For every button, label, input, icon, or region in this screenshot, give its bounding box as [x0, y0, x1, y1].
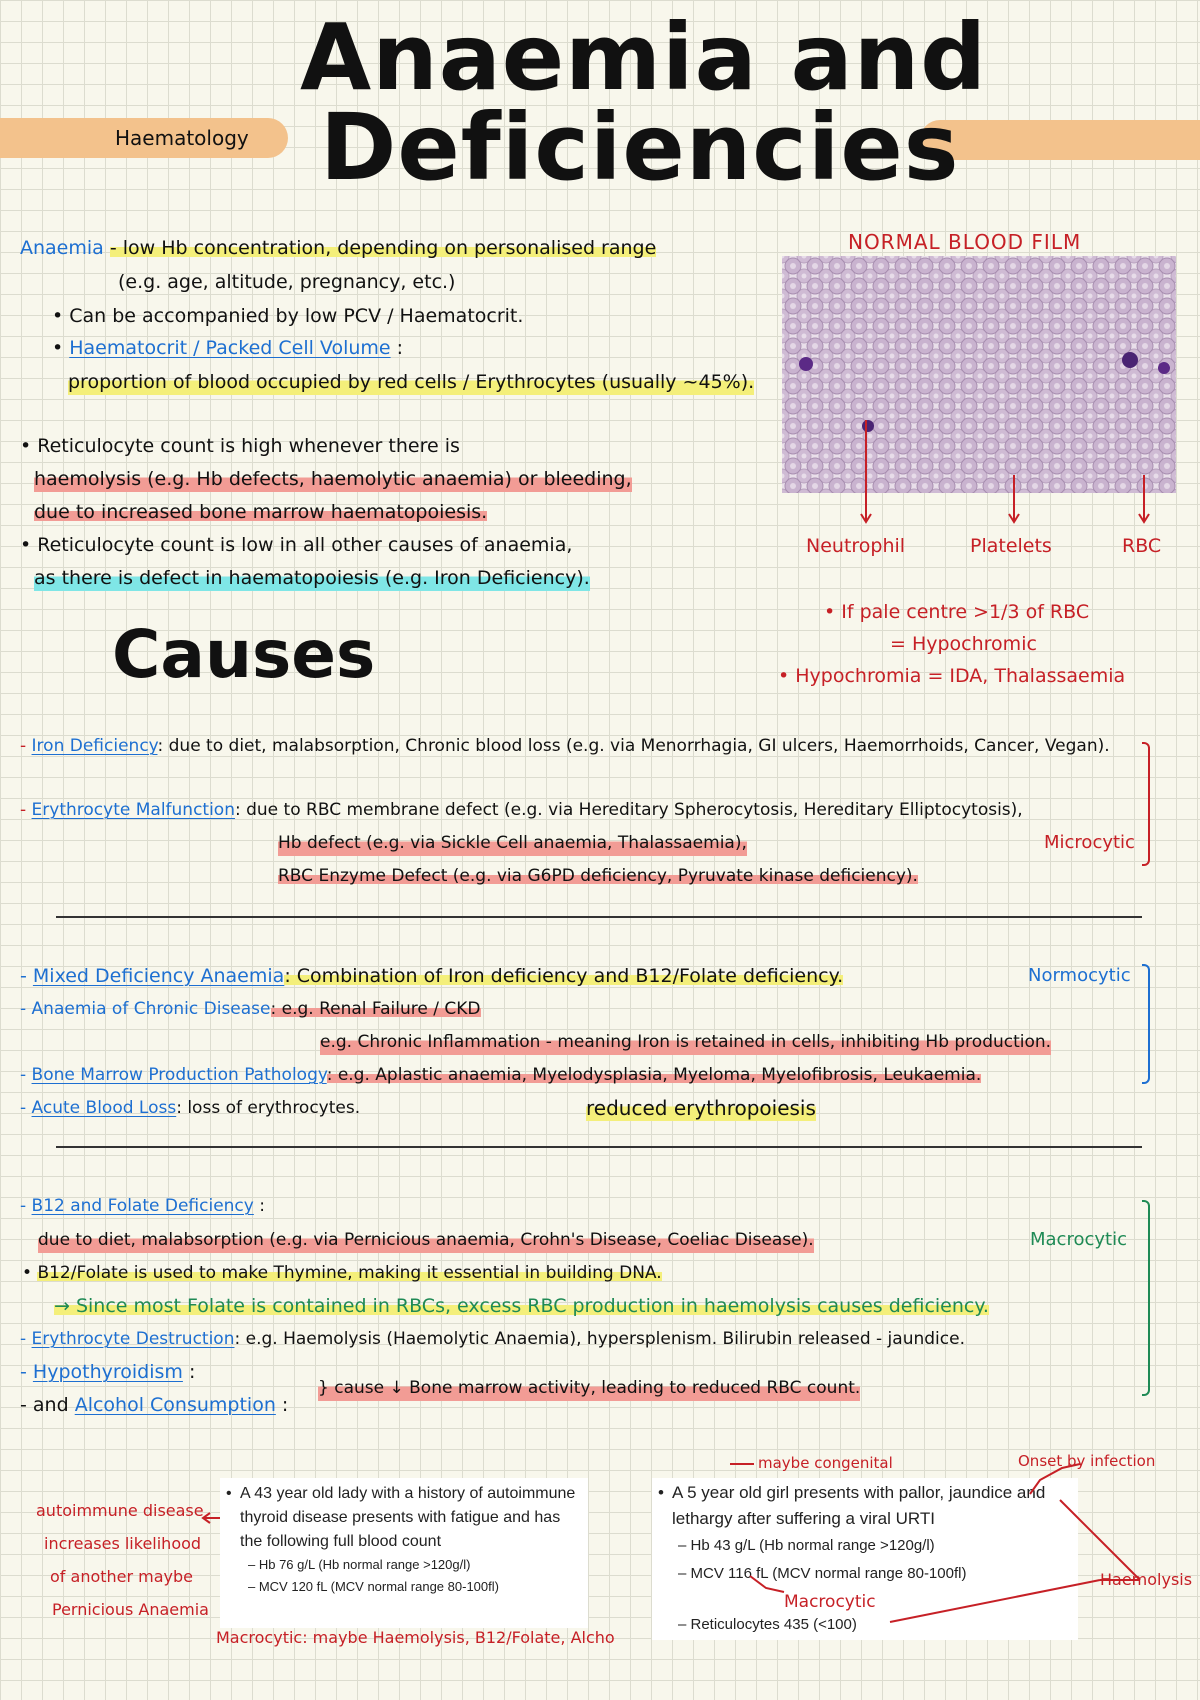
- chronic-disease-line1: - Anaemia of Chronic Disease: e.g. Renal Failure / CKD: [20, 999, 481, 1019]
- hypothyroidism-line: - Hypothyroidism :: [20, 1361, 196, 1383]
- chronic-disease-term: Anaemia of Chronic Disease: [31, 999, 271, 1019]
- erythrocyte-malfunction-line3: [278, 860, 918, 892]
- case1-mcv: – MCV 120 fL (MCV normal range 80-100fl): [248, 1579, 499, 1594]
- case2-text: A 5 year old girl presents with pallor, jaundice and lethargy after suffering a viral URTI: [672, 1483, 1046, 1528]
- erythrocyte-destruction-term: Erythrocyte Destruction: [31, 1329, 235, 1349]
- case1-hb: – Hb 76 g/L (Hb normal range >120g/l): [248, 1557, 471, 1572]
- case1-text: A 43 year old lady with a history of autoimmune thyroid disease presents with fatigue and has the following full blood count: [240, 1485, 576, 1550]
- bone-marrow-text: : e.g. Aplastic anaemia, Myelodysplasia, Myeloma, Myelofibrosis, Leukaemia.: [326, 1065, 982, 1085]
- erythrocyte-malfunction-text1: : due to RBC membrane defect (e.g. via Hereditary Spherocytosis, Hereditary Elliptocytosis),: [234, 800, 1023, 820]
- b12-folate-term: B12 and Folate Deficiency: [31, 1196, 254, 1216]
- anaemia-def-examples: (e.g. age, altitude, pregnancy, etc.): [118, 271, 456, 293]
- iron-deficiency-term: Iron Deficiency: [31, 736, 158, 756]
- erythrocyte-malfunction-line1: - Erythrocyte Malfunction: due to RBC membrane defect (e.g. via Hereditary Spherocytosis, Hereditary Elliptocytosis),: [20, 800, 1023, 820]
- haematocrit-bullet: • Haematocrit / Packed Cell Volume :: [52, 337, 404, 359]
- folate-since-line: [54, 1290, 989, 1322]
- case2-retic: – Reticulocytes 435 (<100): [678, 1616, 857, 1633]
- neutrophil-cell: [799, 357, 813, 371]
- erythrocyte-destruction-line: - Erythrocyte Destruction: e.g. Haemolysis (Haemolytic Anaemia), hypersplenism. Bilirubin released - jaundice.: [20, 1329, 965, 1349]
- pcv-bullet-text: Can be accompanied by low PCV / Haematocrit.: [69, 305, 524, 327]
- bone-marrow-term: Bone Marrow Production Pathology: [31, 1065, 327, 1085]
- mixed-deficiency-text: : Combination of Iron deficiency and B12/Folate deficiency.: [284, 965, 844, 987]
- acute-blood-loss-text: : loss of erythrocytes.: [176, 1098, 361, 1118]
- anaemia-term: Anaemia: [20, 237, 104, 259]
- reduced-erythropoiesis: reduced erythropoiesis: [586, 1092, 816, 1124]
- normocytic-label: Normocytic: [1028, 965, 1131, 986]
- page-title-line1: Anaemia and: [300, 4, 988, 111]
- case2-mcv: – MCV 116 fL (MCV normal range 80-100fl): [678, 1565, 967, 1582]
- erythrocyte-malfunction-text3: RBC Enzyme Defect (e.g. via G6PD deficiency, Pyruvate kinase deficiency).: [278, 866, 918, 886]
- chronic-disease-line2: e.g. Chronic Inflammation - meaning Iron is retained in cells, inhibiting Hb production.: [320, 1026, 1051, 1058]
- retic-high-line3: [34, 496, 487, 528]
- macrocytic-bracket: [1142, 1200, 1150, 1396]
- label-platelets: Platelets: [970, 535, 1052, 557]
- thymine-line: • B12/Folate is used to make Thymine, making it essential in building DNA.: [22, 1263, 662, 1283]
- hypochromic-note3: • Hypochromia = IDA, Thalassaemia: [778, 665, 1126, 687]
- section-divider-2: [56, 1146, 1142, 1148]
- b12-folate-text: due to diet, malabsorption (e.g. via Pernicious anaemia, Crohn's Disease, Coeliac Disease).: [38, 1224, 814, 1256]
- case1-side-note-line3: of another maybe: [50, 1567, 194, 1586]
- thymine-text: B12/Folate is used to make Thymine, making it essential in building DNA.: [37, 1263, 662, 1283]
- retic-low-line2: as there is defect in haematopoiesis (e.g. Iron Deficiency).: [34, 562, 590, 594]
- anaemia-def: - low Hb concentration, depending on personalised range: [109, 237, 657, 259]
- anaemia-definition: [20, 232, 656, 264]
- b12-folate-line: - B12 and Folate Deficiency :: [20, 1196, 265, 1216]
- retic-high-line1: • Reticulocyte count is high whenever there is: [20, 435, 460, 457]
- macrocytic-label: Macrocytic: [1030, 1229, 1127, 1250]
- retic-high-line2: haemolysis (e.g. Hb defects, haemolytic anaemia) or bleeding,: [34, 463, 632, 495]
- hypothyroidism-term: Hypothyroidism: [32, 1361, 183, 1383]
- case2-note-haemolysis: Haemolysis: [1100, 1570, 1193, 1589]
- erythrocyte-malfunction-term: Erythrocyte Malfunction: [31, 800, 235, 820]
- case1-answer: Macrocytic: maybe Haemolysis, B12/Folate, Alcho: [216, 1628, 615, 1647]
- retic-low-text1: Reticulocyte count is low in all other causes of anaemia,: [37, 534, 573, 556]
- microcytic-bracket: [1142, 742, 1150, 866]
- case2-note-onset: Onset by infection: [1018, 1452, 1156, 1470]
- hypochromic-note3-text: Hypochromia = IDA, Thalassaemia: [795, 665, 1126, 687]
- haematocrit-term: Haematocrit / Packed Cell Volume: [69, 337, 391, 359]
- label-rbc: RBC: [1122, 535, 1162, 557]
- case2-hb: – Hb 43 g/L (Hb normal range >120g/l): [678, 1537, 935, 1554]
- acute-blood-loss-line: - Acute Blood Loss: loss of erythrocytes.: [20, 1098, 361, 1118]
- hypochromic-note2: = Hypochromic: [890, 633, 1037, 655]
- label-neutrophil: Neutrophil: [806, 535, 906, 557]
- causes-heading: Causes: [112, 616, 376, 693]
- bone-marrow-activity-text: } cause ↓ Bone marrow activity, leading to reduced RBC count.: [318, 1372, 860, 1404]
- subject-tag: Haematology: [115, 126, 249, 150]
- alcohol-prefix: and: [32, 1394, 69, 1416]
- page-title-line2: Deficiencies: [320, 94, 960, 201]
- microcytic-label: Microcytic: [1044, 832, 1135, 853]
- case2-note-macrocytic: Macrocytic: [784, 1592, 876, 1612]
- alcohol-term: Alcohol Consumption: [74, 1394, 276, 1416]
- chronic-disease-text1: : e.g. Renal Failure / CKD: [270, 999, 481, 1019]
- erythrocyte-malfunction-line2: Hb defect (e.g. via Sickle Cell anaemia, Thalassaemia),: [278, 827, 747, 859]
- hypochromic-note1: • If pale centre >1/3 of RBC: [824, 601, 1090, 623]
- alcohol-line: - and Alcohol Consumption :: [20, 1394, 289, 1416]
- case2-note-congenital-text: maybe congenital: [758, 1454, 893, 1472]
- case1-side-note-line2: increases likelihood: [44, 1534, 202, 1553]
- acute-blood-loss-term: Acute Blood Loss: [31, 1098, 177, 1118]
- section-divider-1: [56, 916, 1142, 918]
- blood-film-arrows: [782, 420, 1182, 530]
- erythrocyte-destruction-text: : e.g. Haemolysis (Haemolytic Anaemia), hypersplenism. Bilirubin released - jaundice.: [234, 1329, 965, 1349]
- haematocrit-def: proportion of blood occupied by red cells / Erythrocytes (usually ~45%).: [68, 366, 754, 398]
- normocytic-bracket: [1142, 964, 1150, 1084]
- mixed-deficiency-term: Mixed Deficiency Anaemia: [32, 965, 285, 987]
- mixed-deficiency-line: - Mixed Deficiency Anaemia: Combination of Iron deficiency and B12/Folate deficiency.: [20, 965, 844, 987]
- hypochromic-note1-text: If pale centre >1/3 of RBC: [841, 601, 1090, 623]
- retic-high-text3: due to increased bone marrow haematopoiesis.: [34, 501, 488, 523]
- case1-side-note: [36, 1494, 209, 1626]
- blood-film-title: NORMAL BLOOD FILM: [848, 230, 1082, 254]
- case1-side-note-line4: Pernicious Anaemia: [52, 1600, 209, 1619]
- retic-high-text1: Reticulocyte count is high whenever there is: [37, 435, 460, 457]
- header-ribbon-right: [920, 120, 1200, 160]
- iron-deficiency-text: : due to diet, malabsorption, Chronic blood loss (e.g. via Menorrhagia, GI ulcers, Haemorrhoids, Cancer, Vegan).: [157, 736, 1110, 756]
- bone-marrow-line: - Bone Marrow Production Pathology: e.g. Aplastic anaemia, Myelodysplasia, Myeloma, Myelofibrosis, Leukaemia.: [20, 1065, 982, 1085]
- iron-deficiency-line: - Iron Deficiency: due to diet, malabsorption, Chronic blood loss (e.g. via Menorrhagia, GI ulcers, Haemorrhoids, Cancer, Vegan).: [20, 736, 1110, 756]
- retic-low-line1: • Reticulocyte count is low in all other causes of anaemia,: [20, 534, 573, 556]
- case2-annotation-lines: [740, 1460, 1200, 1640]
- case1-card: • A 43 year old lady with a history of autoimmune thyroid disease presents with fatigue and has the following full blood count – Hb 76 g/L (Hb normal range >120g/l) – MCV 120 fL (MCV normal range 80-100fl): [220, 1478, 588, 1628]
- case1-side-note-line1: autoimmune disease: [36, 1501, 204, 1520]
- folate-since-text: → Since most Folate is contained in RBCs, excess RBC production in haemolysis causes deficiency.: [54, 1295, 989, 1317]
- pcv-bullet: • Can be accompanied by low PCV / Haematocrit.: [52, 305, 524, 327]
- case2-card: • A 5 year old girl presents with pallor, jaundice and lethargy after suffering a viral URTI – Hb 43 g/L (Hb normal range >120g/l) – MCV 116 fL (MCV normal range 80-100fl) – Reticulocytes 435 (<100): [652, 1478, 1078, 1640]
